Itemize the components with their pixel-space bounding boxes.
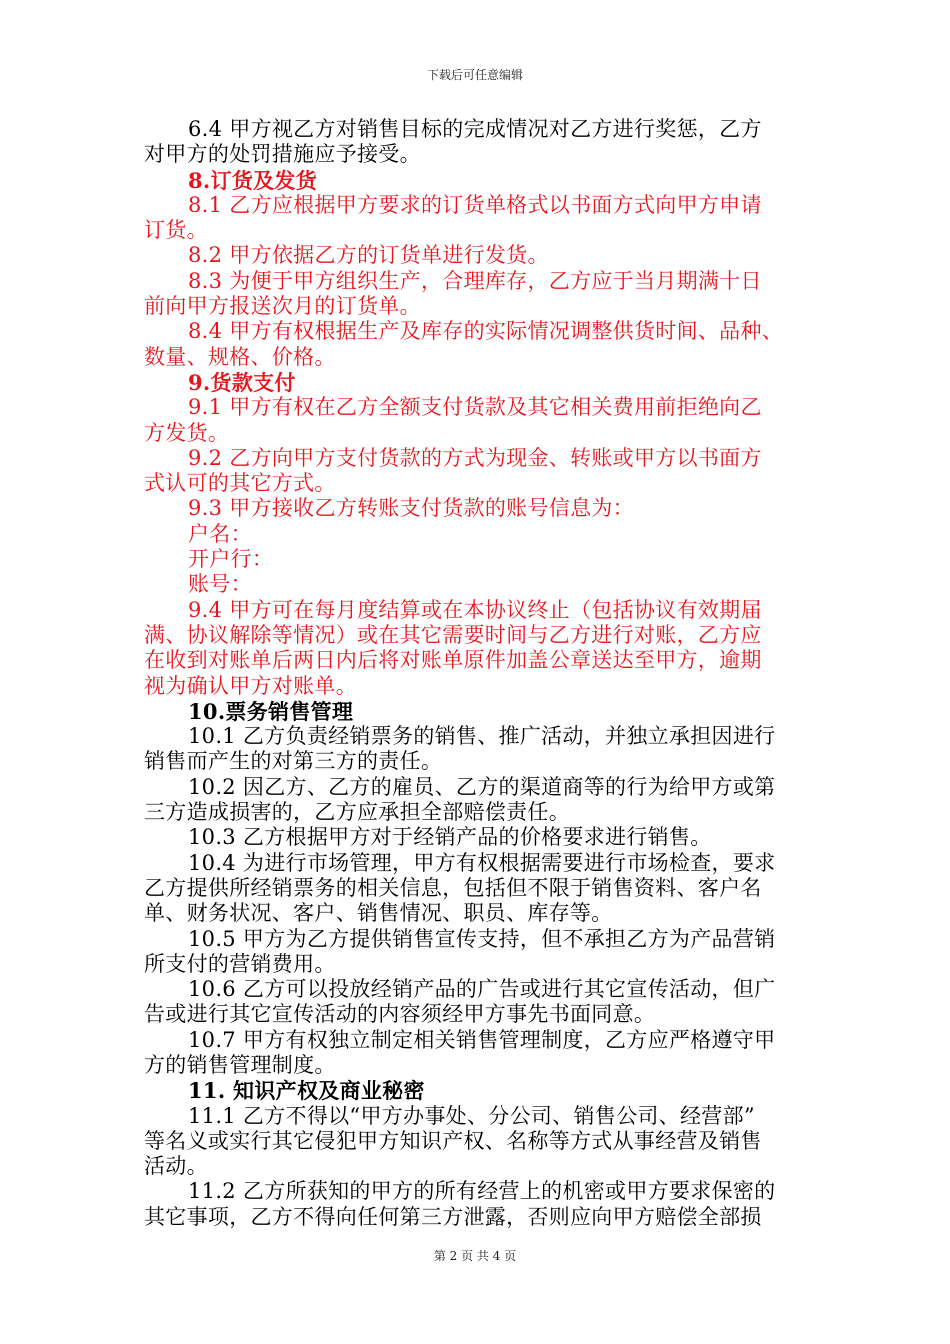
paragraph-line: 三方造成损害的，乙方应承担全部赔偿责任。 [144, 800, 570, 825]
paragraph-line: 方的销售管理制度。 [144, 1052, 336, 1077]
paragraph-line: 户名： [188, 521, 252, 546]
paragraph-line: 10.6 乙方可以投放经销产品的广告或进行其它宣传活动，但广 [188, 977, 776, 1002]
paragraph-line: 10.7 甲方有权独立制定相关销售管理制度，乙方应严格遵守甲 [188, 1027, 776, 1052]
paragraph-line: 乙方提供所经销票务的相关信息，包括但不限于销售资料、客户名 [144, 875, 762, 900]
paragraph-line: 账号： [188, 572, 252, 597]
paragraph-line: 6.4 甲方视乙方对销售目标的完成情况对乙方进行奖惩，乙方 [188, 117, 762, 141]
paragraph-line: 数量、规格、价格。 [144, 344, 336, 369]
paragraph-line: 10.3 乙方根据甲方对于经销产品的价格要求进行销售。 [188, 825, 712, 850]
paragraph-line: 前向甲方报送次月的订货单。 [144, 294, 421, 319]
section-heading: 8.订货及发货 [188, 167, 318, 193]
section-heading: 9.货款支付 [188, 369, 296, 395]
paragraph-line: 对甲方的处罚措施应予接受。 [144, 142, 421, 167]
paragraph-line: 8.1 乙方应根据甲方要求的订货单格式以书面方式向甲方申请 [188, 192, 762, 217]
paragraph-line: 开户行： [188, 547, 274, 572]
paragraph-line: 11.1 乙方不得以“甲方办事处、分公司、销售公司、经营部” [188, 1103, 755, 1128]
paragraph-line: 活动。 [144, 1154, 208, 1179]
paragraph-line: 其它事项，乙方不得向任何第三方泄露，否则应向甲方赔偿全部损 [144, 1204, 762, 1229]
paragraph-line: 10.4 为进行市场管理，甲方有权根据需要进行市场检查，要求 [188, 850, 776, 875]
paragraph-line: 8.4 甲方有权根据生产及库存的实际情况调整供货时间、品种、 [188, 319, 784, 344]
section-heading: 10.票务销售管理 [188, 698, 354, 724]
paragraph-line: 所支付的营销费用。 [144, 951, 336, 976]
paragraph-line: 等名义或实行其它侵犯甲方知识产权、名称等方式从事经营及销售 [144, 1128, 762, 1153]
paragraph-line: 9.3 甲方接收乙方转账支付货款的账号信息为： [188, 496, 634, 521]
paragraph-line: 10.1 乙方负责经销票务的销售、推广活动，并独立承担因进行 [188, 724, 776, 749]
paragraph-line: 9.2 乙方向甲方支付货款的方式为现金、转账或甲方以书面方 [188, 445, 762, 470]
section-heading: 11. 知识产权及商业秘密 [188, 1078, 425, 1104]
paragraph-line: 10.5 甲方为乙方提供销售宣传支持，但不承担乙方为产品营销 [188, 926, 776, 951]
paragraph-line: 9.1 甲方有权在乙方全额支付货款及其它相关费用前拒绝向乙 [188, 395, 762, 420]
paragraph-line: 9.4 甲方可在每月度结算或在本协议终止（包括协议有效期届 [188, 597, 762, 622]
paragraph-line: 式认可的其它方式。 [144, 471, 336, 496]
paragraph-line: 8.2 甲方依据乙方的订货单进行发货。 [188, 243, 549, 268]
paragraph-line: 订货。 [144, 218, 208, 243]
document-body [144, 117, 816, 1230]
paragraph-line: 视为确认甲方对账单。 [144, 673, 357, 698]
page-footer: 第 2 页 共 4 页 [433, 1249, 517, 1263]
paragraph-line: 满、协议解除等情况）或在其它需要时间与乙方进行对账，乙方应 [144, 622, 762, 647]
paragraph-line: 10.2 因乙方、乙方的雇员、乙方的渠道商等的行为给甲方或第 [188, 774, 776, 799]
paragraph-line: 8.3 为便于甲方组织生产，合理库存，乙方应于当月期满十日 [188, 268, 762, 293]
paragraph-line: 11.2 乙方所获知的甲方的所有经营上的机密或甲方要求保密的 [188, 1179, 776, 1204]
paragraph-line: 单、财务状况、客户、销售情况、职员、库存等。 [144, 901, 613, 926]
paragraph-line: 在收到对账单后两日内后将对账单原件加盖公章送达至甲方，逾期 [144, 648, 762, 673]
paragraph-line: 方发货。 [144, 420, 230, 445]
paragraph-line: 告或进行其它宣传活动的内容须经甲方事先书面同意。 [144, 1002, 656, 1027]
page-header: 下载后可任意编辑 [426, 68, 523, 82]
paragraph-line: 销售而产生的对第三方的责任。 [144, 749, 443, 774]
